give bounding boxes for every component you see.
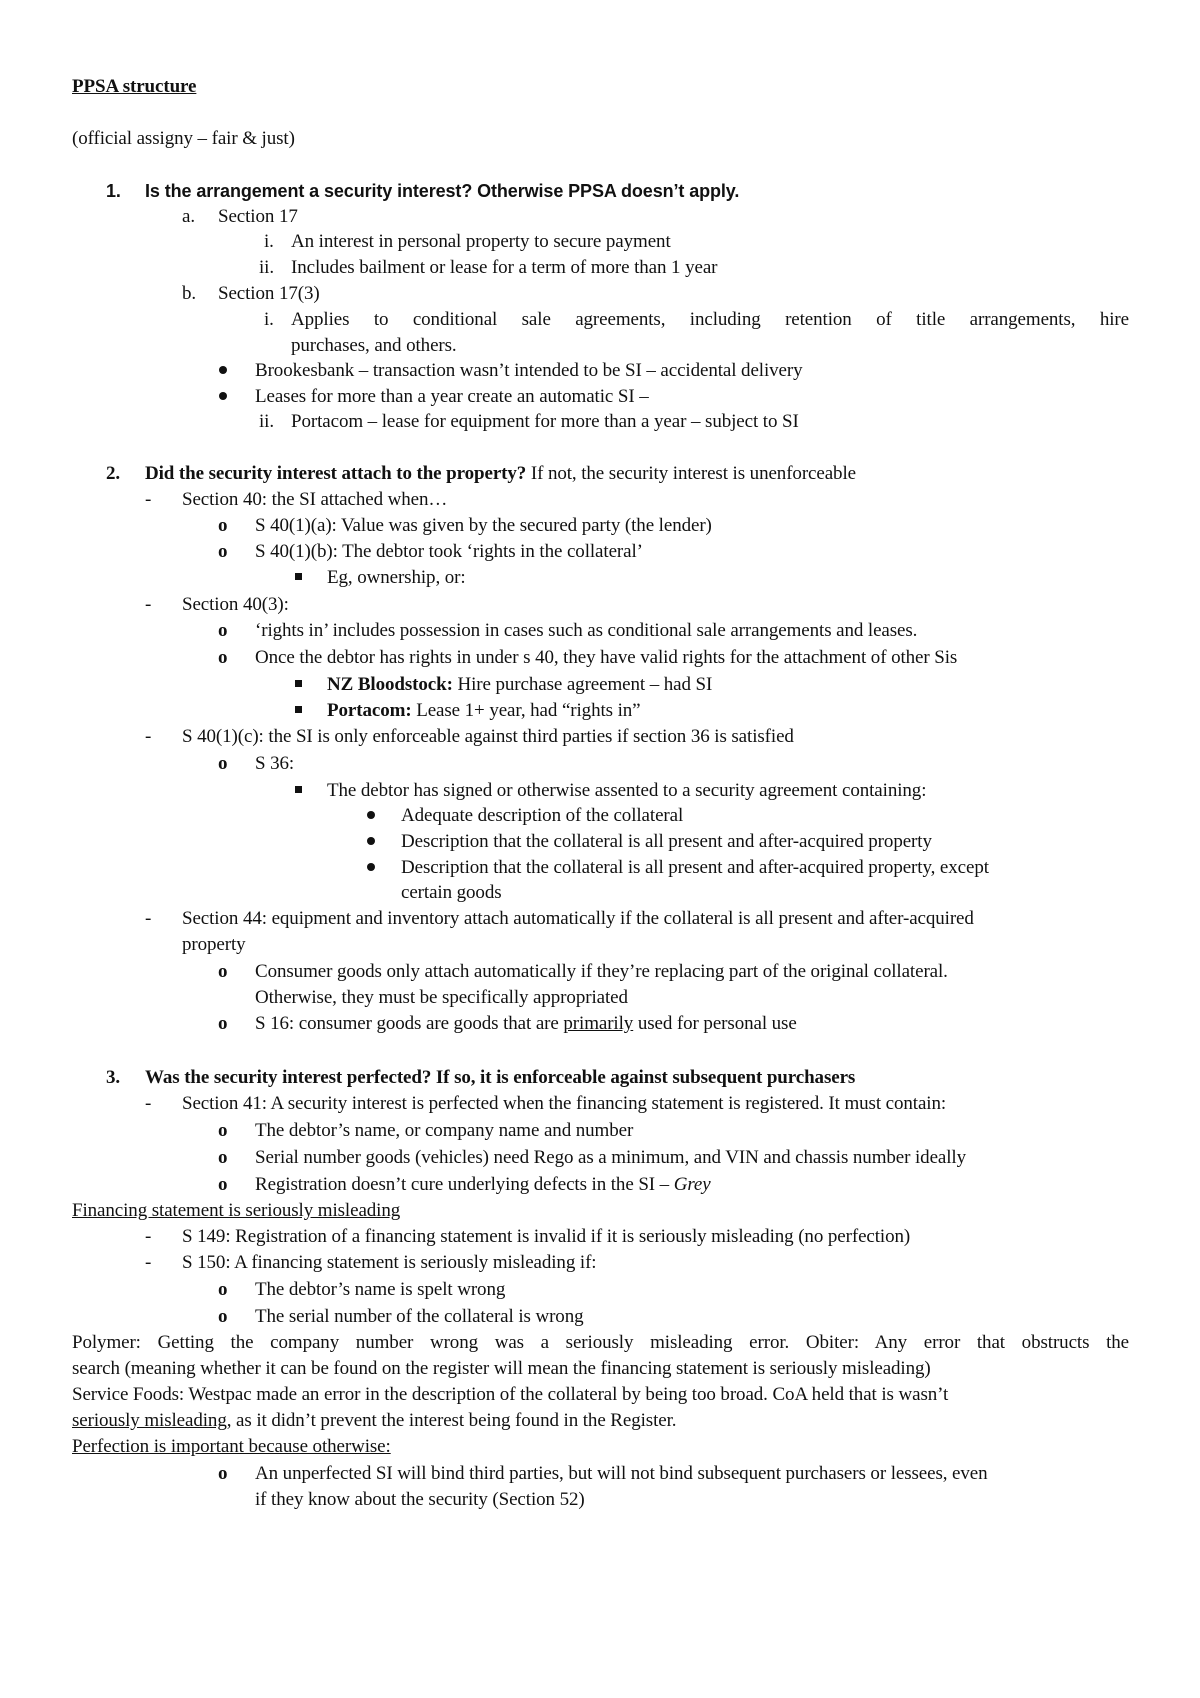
- o-marker: o: [218, 1279, 228, 1300]
- s41-b-text: Serial number goods (vehicles) need Rego as a minimum, and VIN and chassis number ideally: [255, 1147, 966, 1168]
- s150-text: S 150: A financing statement is seriously misleading if:: [182, 1252, 597, 1273]
- square-bullet-icon: [295, 786, 302, 793]
- o-marker: o: [218, 1174, 228, 1195]
- o-marker: o: [218, 961, 228, 982]
- perfection-item-line1: An unperfected SI will bind third parties, but will not bind subsequent purchasers or lessees, even: [255, 1463, 988, 1484]
- o-marker: o: [218, 515, 228, 536]
- q1-number: 1.: [106, 181, 121, 201]
- portacom-item: [327, 698, 641, 724]
- nz-bloodstock-rest: Hire purchase agreement – had SI: [452, 674, 713, 695]
- dash-marker: -: [145, 1093, 152, 1114]
- square-bullet-icon: [295, 680, 302, 687]
- page-subtitle: (official assigny – fair & just): [72, 128, 295, 149]
- page-title: PPSA structure: [72, 76, 197, 97]
- dash-marker: -: [145, 1252, 152, 1273]
- q2-heading-bold: Did the security interest attach to the property?: [145, 463, 527, 484]
- o-marker: o: [218, 647, 228, 668]
- s16-post: used for personal use: [633, 1013, 797, 1034]
- o-marker: o: [218, 1120, 228, 1141]
- portacom-case: Portacom:: [327, 700, 412, 721]
- s16-pre: S 16: consumer goods are goods that are: [255, 1013, 564, 1034]
- s40-b-sub-text: Eg, ownership, or:: [327, 567, 466, 588]
- dash-marker: -: [145, 726, 152, 747]
- nz-bloodstock-case: NZ Bloodstock:: [327, 674, 453, 695]
- bullet-dot-icon: [367, 811, 375, 819]
- o-marker: o: [218, 753, 228, 774]
- bullet-dot-icon: [219, 366, 227, 374]
- portacom-rest: Lease 1+ year, had “rights in”: [411, 700, 641, 721]
- q2-heading-rest: If not, the security interest is unenforceable: [526, 463, 856, 484]
- s16-text: [255, 1011, 797, 1037]
- q3-number: 3.: [106, 1067, 121, 1088]
- o-marker: o: [218, 1013, 228, 1034]
- s44-line2: property: [182, 934, 246, 955]
- s40-b-text: S 40(1)(b): The debtor took ‘rights in the collateral’: [255, 541, 643, 562]
- s16-underlined: primarily: [563, 1013, 634, 1034]
- square-bullet-icon: [295, 573, 302, 580]
- polymer-line2: search (meaning whether it can be found on the register will mean the financing statement is seriously misleading): [72, 1358, 931, 1379]
- s36-d3-line2: certain goods: [401, 882, 502, 903]
- bullet-dot-icon: [219, 392, 227, 400]
- q1-b-ii-text: Portacom – lease for equipment for more than a year – subject to SI: [291, 411, 799, 432]
- s150-a-text: The debtor’s name is spelt wrong: [255, 1279, 506, 1300]
- bullet-dot-icon: [367, 837, 375, 845]
- dash-marker: -: [145, 594, 152, 615]
- dash-marker: -: [145, 489, 152, 510]
- q3-heading: Was the security interest perfected? If so, it is enforceable against subsequent purchasers: [145, 1067, 856, 1088]
- perfection-heading: Perfection is important because otherwise:: [72, 1436, 391, 1457]
- q1-bullet-brookesbank: Brookesbank – transaction wasn’t intended to be SI – accidental delivery: [255, 360, 803, 381]
- q1-a-ii-text: Includes bailment or lease for a term of more than 1 year: [291, 257, 718, 278]
- s40-3-text: Section 40(3):: [182, 594, 289, 615]
- s44-line1: Section 44: equipment and inventory attach automatically if the collateral is all present and after-acquired: [182, 908, 974, 929]
- s36-d1-text: Adequate description of the collateral: [401, 805, 684, 826]
- service-foods-underlined: seriously misleading,: [72, 1410, 232, 1431]
- s36-a-text: The debtor has signed or otherwise assented to a security agreement containing:: [327, 780, 927, 801]
- q1-a-i-text: An interest in personal property to secure payment: [291, 231, 671, 252]
- s36-text: S 36:: [255, 753, 295, 774]
- q1-b-text: Section 17(3): [218, 283, 320, 304]
- o-marker: o: [218, 1306, 228, 1327]
- s40-text: Section 40: the SI attached when…: [182, 489, 448, 510]
- s150-b-text: The serial number of the collateral is wrong: [255, 1306, 584, 1327]
- s40-a-text: S 40(1)(a): Value was given by the secured party (the lender): [255, 515, 712, 536]
- q1-heading: Is the arrangement a security interest? Otherwise PPSA doesn’t apply.: [145, 181, 740, 201]
- s44-a-line1: Consumer goods only attach automatically if they’re replacing part of the original collateral.: [255, 961, 948, 982]
- q1-bullet-leases: Leases for more than a year create an automatic SI –: [255, 386, 649, 407]
- s40-3-a-text: ‘rights in’ includes possession in cases such as conditional sale arrangements and leases.: [255, 620, 918, 641]
- q1-b-marker: b.: [182, 283, 197, 304]
- q1-a-i-marker: i.: [264, 231, 274, 252]
- q2-heading: [145, 461, 856, 487]
- nz-bloodstock-item: [327, 672, 712, 698]
- s40-1c-text: S 40(1)(c): the SI is only enforceable against third parties if section 36 is satisfied: [182, 726, 794, 747]
- service-foods-line1: Service Foods: Westpac made an error in the description of the collateral by being too broad. CoA held that is wasn’t: [72, 1384, 949, 1405]
- perfection-item-line2: if they know about the security (Section 52): [255, 1489, 585, 1510]
- q1-a-marker: a.: [182, 206, 195, 227]
- s40-3-b-text: Once the debtor has rights in under s 40, they have valid rights for the attachment of other Sis: [255, 647, 958, 668]
- o-marker: o: [218, 541, 228, 562]
- s41-a-text: The debtor’s name, or company name and number: [255, 1120, 634, 1141]
- o-marker: o: [218, 1463, 228, 1484]
- polymer-line1: Polymer: Getting the company number wrong was a seriously misleading error. Obiter: Any error that obstructs the: [72, 1332, 1129, 1353]
- s41-text: Section 41: A security interest is perfected when the financing statement is registered. It must contain:: [182, 1093, 947, 1114]
- q1-b-i-line2: purchases, and others.: [291, 335, 457, 356]
- s149-text: S 149: Registration of a financing statement is invalid if it is seriously misleading (no perfection): [182, 1226, 911, 1247]
- s44-a-line2: Otherwise, they must be specifically appropriated: [255, 987, 628, 1008]
- s41-c-text: [255, 1172, 711, 1198]
- q1-b-i-line1: Applies to conditional sale agreements, including retention of title arrangements, hire: [291, 309, 1129, 330]
- square-bullet-icon: [295, 706, 302, 713]
- s36-d3-line1: Description that the collateral is all present and after-acquired property, except: [401, 857, 989, 878]
- q1-a-ii-marker: ii.: [259, 257, 275, 278]
- q2-number: 2.: [106, 463, 121, 484]
- bullet-dot-icon: [367, 863, 375, 871]
- service-foods-rest: as it didn’t prevent the interest being found in the Register.: [231, 1410, 677, 1431]
- service-foods-line2: [72, 1408, 676, 1434]
- o-marker: o: [218, 1147, 228, 1168]
- grey-case: Grey: [673, 1174, 711, 1195]
- o-marker: o: [218, 620, 228, 641]
- s41-c-pre: Registration doesn’t cure underlying defects in the SI –: [255, 1174, 674, 1195]
- misleading-heading: Financing statement is seriously misleading: [72, 1200, 401, 1221]
- s36-d2-text: Description that the collateral is all present and after-acquired property: [401, 831, 932, 852]
- dash-marker: -: [145, 1226, 152, 1247]
- q1-b-ii-marker: ii.: [259, 411, 275, 432]
- q1-b-i-marker: i.: [264, 309, 274, 330]
- q1-a-text: Section 17: [218, 206, 298, 227]
- dash-marker: -: [145, 908, 152, 929]
